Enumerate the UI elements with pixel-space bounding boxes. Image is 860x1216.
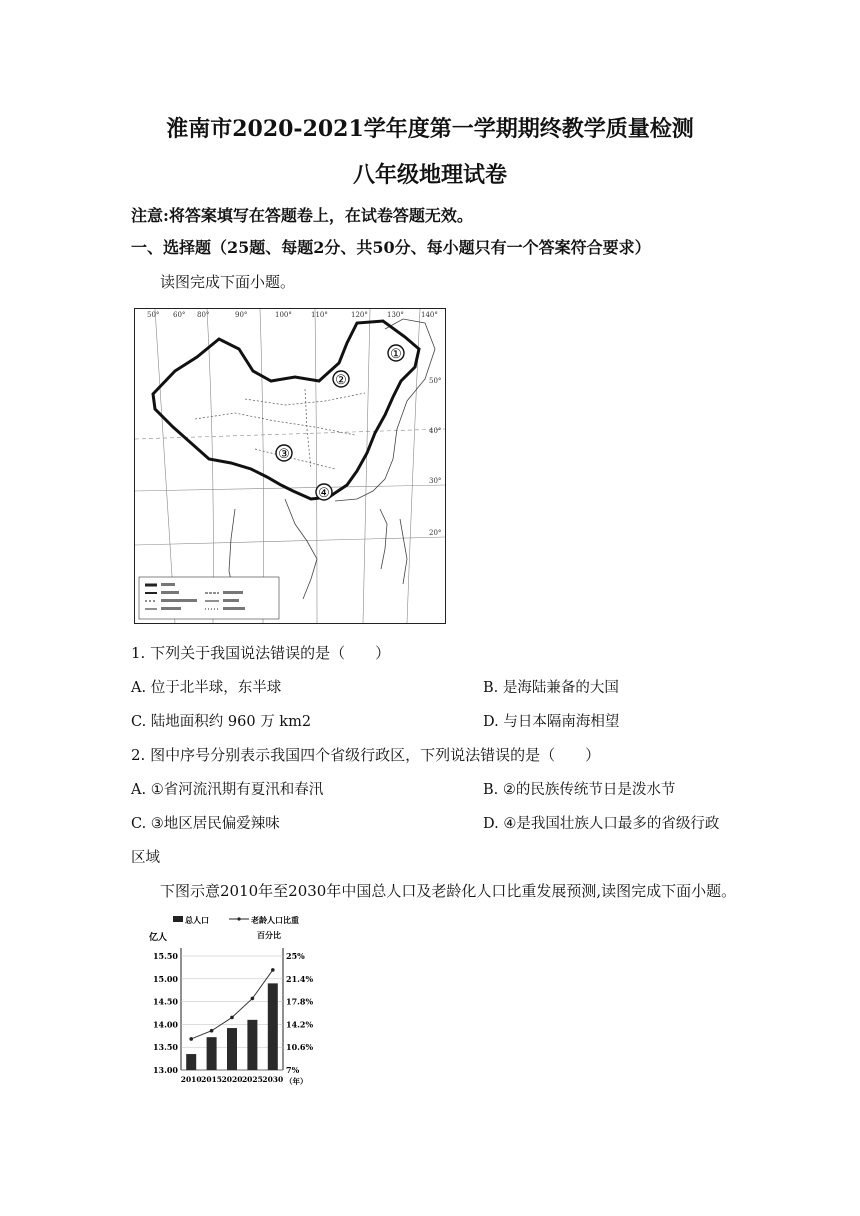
q2-option-a[interactable]: A. ①省河流汛期有夏汛和春汛 xyxy=(131,782,324,798)
svg-text:80°: 80° xyxy=(197,311,210,319)
population-bar xyxy=(207,1037,217,1070)
left-tick-label: 15.00 xyxy=(152,973,178,984)
china-border xyxy=(153,321,419,499)
svg-text:50°: 50° xyxy=(147,311,160,319)
svg-text:130°: 130° xyxy=(387,311,404,319)
q2-stem: 2. 图中序号分别表示我国四个省级行政区，下列说法错误的是（ ） xyxy=(131,746,601,764)
q2-option-b[interactable]: B. ②的民族传统节日是泼水节 xyxy=(483,782,676,798)
coastlines xyxy=(229,319,435,599)
right-tick-label: 10.6% xyxy=(286,1042,314,1053)
q1-option-b[interactable]: B. 是海陆兼备的大国 xyxy=(483,680,619,696)
province-markers xyxy=(276,345,404,501)
marker-2: ② xyxy=(335,373,347,388)
population-bar xyxy=(227,1028,237,1070)
legend-bar-label: 总人口 xyxy=(185,915,209,925)
q1-stem: 1. 下列关于我国说法错误的是（ ） xyxy=(131,644,391,662)
page-title: 淮南市2020-2021学年度第一学期期终教学质量检测 xyxy=(166,116,694,142)
svg-text:90°: 90° xyxy=(235,311,248,319)
page-subtitle: 八年级地理试卷 xyxy=(352,162,507,188)
legend-line-label: 老龄人口比重 xyxy=(251,915,299,925)
marker-4: ④ xyxy=(318,486,330,501)
longitude-labels xyxy=(147,311,438,319)
latitude-labels xyxy=(429,377,441,537)
left-tick-label: 15.50 xyxy=(152,951,178,961)
left-tick-label: 13.50 xyxy=(152,1042,178,1053)
population-chart xyxy=(145,912,325,1102)
left-tick-label: 14.50 xyxy=(152,996,178,1007)
right-tick-label: 17.8% xyxy=(286,996,314,1007)
right-tick-label: 25% xyxy=(286,951,305,961)
q1-option-d[interactable]: D. 与日本隔南海相望 xyxy=(483,714,620,730)
map-legend xyxy=(139,577,279,619)
aging-ratio-point xyxy=(230,1016,234,1020)
aging-ratio-point xyxy=(210,1029,214,1033)
marker-1: ① xyxy=(390,347,402,362)
right-axis-unit: 百分比 xyxy=(257,930,281,940)
chart-svg xyxy=(145,912,325,1102)
q2-option-c[interactable]: C. ③地区居民偏爱辣味 xyxy=(131,816,280,832)
svg-text:120°: 120° xyxy=(351,311,368,319)
intro-text-2: 下图示意2010年至2030年中国总人口及老龄化人口比重发展预测,读图完成下面小题。 xyxy=(160,882,737,900)
x-tick-label: 2020 xyxy=(221,1075,243,1084)
marker-3: ③ xyxy=(278,447,290,462)
china-map-figure xyxy=(134,308,446,624)
x-axis-unit: （年） xyxy=(285,1077,308,1086)
right-tick-label: 7% xyxy=(286,1065,300,1075)
population-bar xyxy=(186,1054,196,1070)
aging-ratio-point xyxy=(189,1037,193,1041)
intro-text-1: 读图完成下面小题。 xyxy=(160,273,296,291)
x-tick-label: 2010 xyxy=(180,1075,202,1084)
q2-option-d-continued: 区域 xyxy=(131,850,160,866)
svg-text:60°: 60° xyxy=(173,311,186,319)
section-heading: 一、选择题（25题、每题2分、共50分、每小题只有一个答案符合要求） xyxy=(131,238,651,257)
population-bar xyxy=(268,983,278,1070)
aging-ratio-point xyxy=(271,968,275,972)
svg-text:110°: 110° xyxy=(311,311,328,319)
legend-bar-swatch xyxy=(173,916,183,922)
notice: 注意:将答案填写在答题卷上，在试卷答题无效。 xyxy=(131,206,473,225)
left-axis-unit: 亿人 xyxy=(149,933,168,943)
svg-text:100°: 100° xyxy=(275,311,292,319)
svg-text:140°: 140° xyxy=(421,311,438,319)
svg-text:20°: 20° xyxy=(429,529,442,537)
svg-text:30°: 30° xyxy=(429,477,442,485)
x-tick-label: 2025 xyxy=(241,1075,263,1084)
map-svg xyxy=(135,309,445,623)
left-tick-label: 14.00 xyxy=(152,1019,178,1030)
q1-option-a[interactable]: A. 位于北半球，东半球 xyxy=(131,680,282,696)
population-bar xyxy=(247,1020,257,1070)
left-tick-label: 13.00 xyxy=(152,1065,178,1075)
q1-option-c[interactable]: C. 陆地面积约 960 万 km2 xyxy=(131,714,312,730)
right-tick-label: 14.2% xyxy=(286,1019,314,1030)
right-tick-label: 21.4% xyxy=(286,973,314,984)
svg-text:40°: 40° xyxy=(429,427,442,435)
q2-option-d[interactable]: D. ④是我国壮族人口最多的省级行政 xyxy=(483,816,720,832)
aging-ratio-point xyxy=(251,997,255,1001)
x-tick-label: 2030 xyxy=(262,1075,284,1084)
x-tick-label: 2015 xyxy=(201,1075,223,1084)
svg-text:50°: 50° xyxy=(429,377,442,385)
